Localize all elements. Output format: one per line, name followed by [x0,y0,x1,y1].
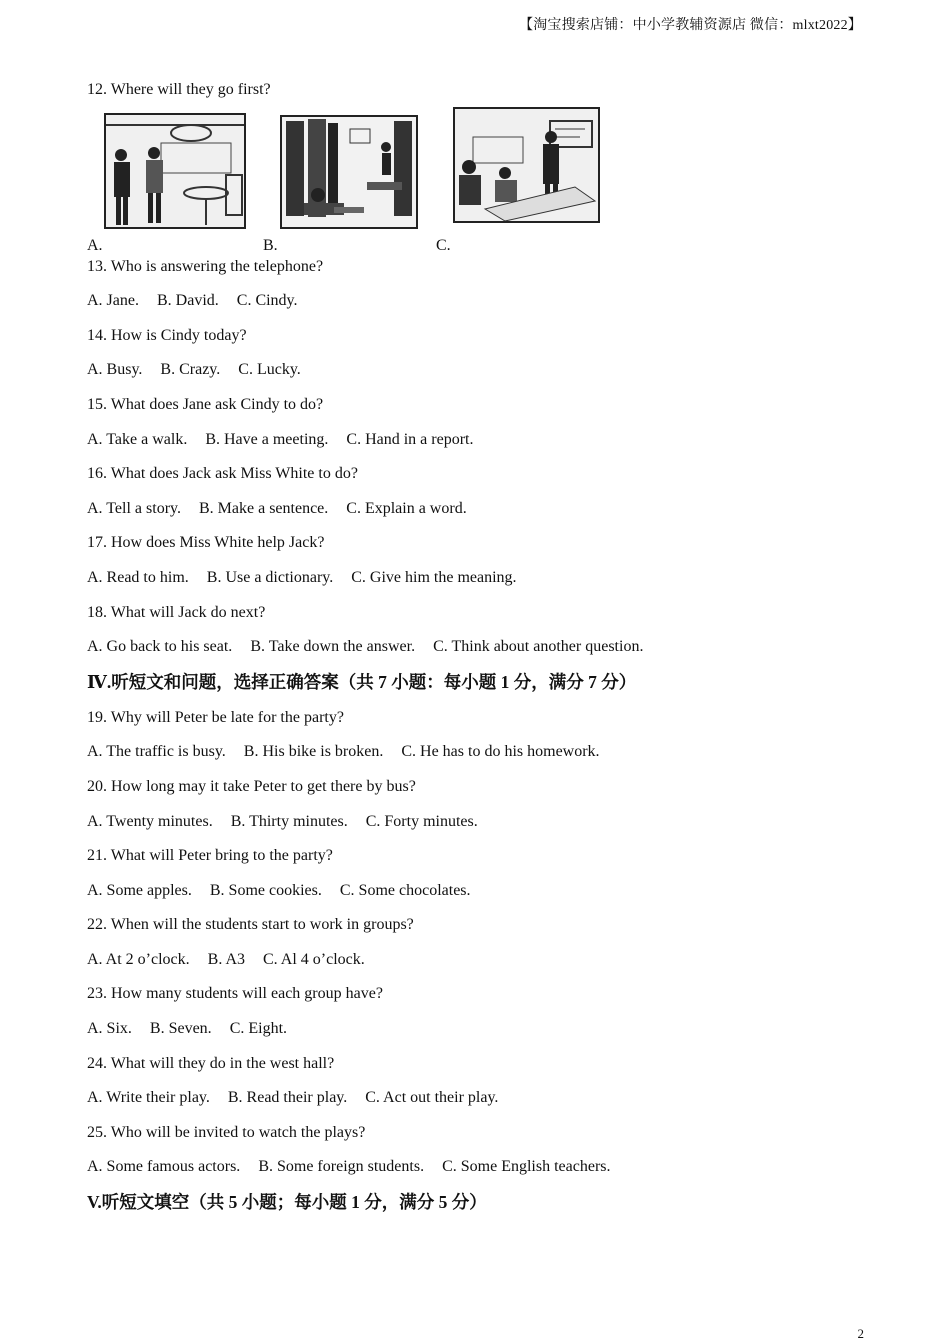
option-25-a: A. Some famous actors. [87,1158,241,1176]
options-23 [87,1019,887,1054]
pic-label-b: B. [263,236,278,254]
option-15-b: B. Have a meeting. [205,430,329,448]
option-19-a: A. The traffic is busy. [87,743,226,761]
picture-options [87,113,887,257]
question-12: 12. Where will they go first? [87,81,271,98]
option-17-b: B. Use a dictionary. [206,568,334,586]
options-18 [87,637,887,672]
option-17-a: A. Read to him. [87,568,189,586]
option-14-a: A. Busy. [87,361,143,379]
question-14: 14. How is Cindy today? [87,326,247,344]
questions-part-3 [87,257,887,672]
option-16-b: B. Make a sentence. [198,499,329,517]
pic-label-c: C. [436,236,451,254]
options-14 [87,360,887,395]
question-25: 25. Who will be invited to watch the plays? [87,1123,366,1141]
option-18-c: C. Think about another question. [433,638,644,656]
question-20: 20. How long may it take Peter to get there by bus? [87,777,416,795]
option-23-c: C. Eight. [229,1020,288,1038]
option-22-c: C. Al 4 o’clock. [263,950,365,968]
option-19-b: B. His bike is broken. [243,743,384,761]
questions-part-4 [87,708,887,1192]
option-20-b: B. Thirty minutes. [230,812,348,830]
question-24: 24. What will they do in the west hall? [87,1054,335,1072]
option-24-c: C. Act out their play. [365,1089,499,1107]
option-16-a: A. Tell a story. [87,499,181,517]
section-4-heading: Ⅳ.听短文和问题，选择正确答案（共 7 小题：每小题 1 分，满分 7 分） [87,671,637,692]
options-25 [87,1157,887,1192]
option-19-c: C. He has to do his homework. [401,743,600,761]
options-21 [87,881,887,916]
classroom-image [453,107,600,223]
option-21-a: A. Some apples. [87,881,192,899]
option-13-a: A. Jane. [87,292,139,310]
option-21-c: C. Some chocolates. [339,881,471,899]
option-24-b: B. Read their play. [227,1089,348,1107]
option-18-b: B. Take down the answer. [250,638,416,656]
question-16: 16. What does Jack ask Miss White to do? [87,465,358,483]
option-25-c: C. Some English teachers. [442,1158,611,1176]
option-13-b: B. David. [156,292,219,310]
question-17: 17. How does Miss White help Jack? [87,534,325,552]
page-number: 2 [857,1326,864,1341]
question-19: 19. Why will Peter be late for the party? [87,708,344,726]
question-15: 15. What does Jane ask Cindy to do? [87,395,324,413]
cafe-image [104,113,246,229]
option-14-c: C. Lucky. [238,361,301,379]
library-image [280,115,418,229]
option-18-a: A. Go back to his seat. [87,638,233,656]
question-23: 23. How many students will each group have? [87,985,383,1003]
options-22 [87,950,887,985]
option-17-c: C. Give him the meaning. [351,568,517,586]
question-18: 18. What will Jack do next? [87,603,266,621]
options-24 [87,1088,887,1123]
options-17 [87,568,887,603]
option-24-a: A. Write their play. [87,1089,210,1107]
option-20-a: A. Twenty minutes. [87,812,213,830]
header-watermark: 【淘宝搜索店铺：中小学教辅资源店 微信：mlxt2022】 [519,18,862,33]
options-20 [87,812,887,847]
option-21-b: B. Some cookies. [209,881,322,899]
question-22: 22. When will the students start to work in groups? [87,916,414,934]
option-23-a: A. Six. [87,1020,132,1038]
options-16 [87,499,887,534]
option-25-b: B. Some foreign students. [258,1158,425,1176]
options-15 [87,430,887,465]
option-22-b: B. A3 [207,950,245,968]
section-5-heading: V.听短文填空（共 5 小题；每小题 1 分，满分 5 分） [87,1192,487,1213]
option-23-b: B. Seven. [149,1020,212,1038]
options-19 [87,742,887,777]
option-20-c: C. Forty minutes. [365,812,478,830]
option-15-a: A. Take a walk. [87,430,188,448]
option-22-a: A. At 2 o’clock. [87,950,190,968]
option-13-c: C. Cindy. [236,292,298,310]
pic-label-a: A. [87,236,103,254]
question-13: 13. Who is answering the telephone? [87,257,324,275]
question-21: 21. What will Peter bring to the party? [87,847,333,865]
options-13 [87,291,887,326]
option-14-b: B. Crazy. [160,361,221,379]
option-16-c: C. Explain a word. [346,499,467,517]
content [87,80,887,1228]
option-15-c: C. Hand in a report. [346,430,474,448]
